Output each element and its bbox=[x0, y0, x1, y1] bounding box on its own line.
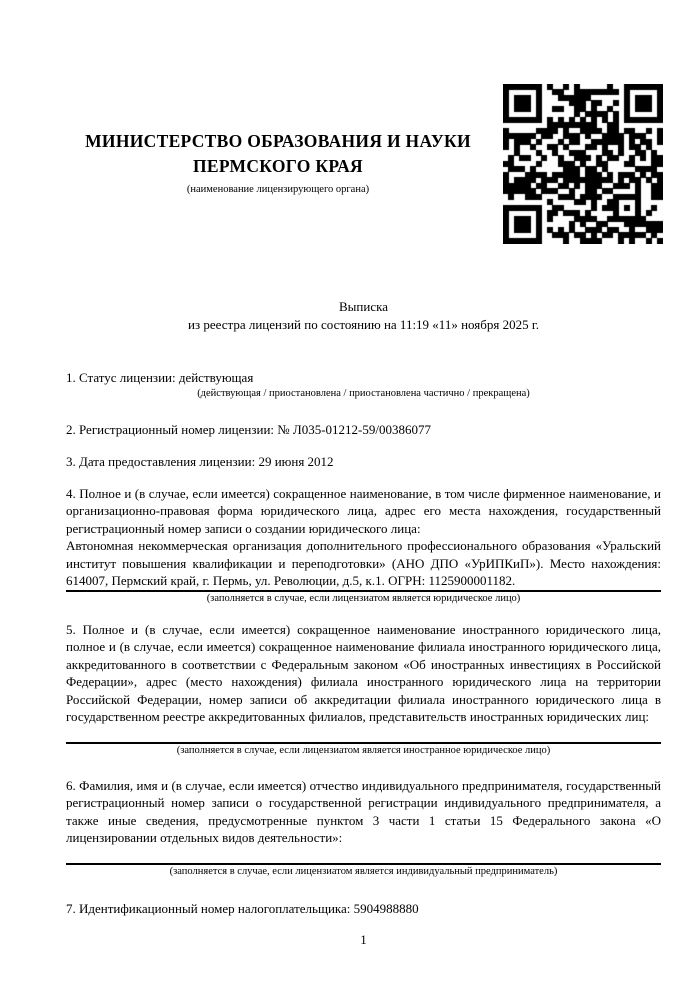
item-6-label: 6. Фамилия, имя и (в случае, если имеется) отчество индивидуального предпринимателя, государственный регистрационный номер записи о государственной регистрации индивидуального предпринимателя, а также иные сведения, предусмотренные пунктом 3 части 1 статьи 15 Федерального закона «О лицензировании отдельных видов деятельности»: bbox=[66, 777, 661, 845]
item-1-text: 1. Статус лицензии: действующая bbox=[66, 370, 254, 385]
item-2-registration-number: 2. Регистрационный номер лицензии: № Л035-01212-59/00386077 bbox=[66, 421, 432, 437]
document-title-line1: Выписка bbox=[339, 299, 388, 314]
item-3-grant-date: 3. Дата предоставления лицензии: 29 июня 2012 bbox=[66, 454, 334, 469]
document-title-line2: из реестра лицензий по состоянию на 11:19 «11» ноября 2025 г. bbox=[188, 316, 539, 332]
item-4-label: 4. Полное и (в случае, если имеется) сокращенное наименование, в том числе фирменное наименование, и организационно-правовая форма юридического лица, адрес его места нахождения, государственный регистрационный номер записи о создании юридического лица: bbox=[66, 485, 661, 536]
item-6-individual-entrepreneur bbox=[66, 777, 661, 878]
item-5-value-blank bbox=[66, 726, 661, 744]
ministry-name bbox=[66, 129, 490, 179]
item-4-legal-entity bbox=[66, 485, 661, 605]
item-4-note: (заполняется в случае, если лицензиатом является юридическое лицо) bbox=[206, 592, 521, 604]
ministry-caption: (наименование лицензирующего органа) bbox=[186, 184, 370, 195]
ministry-name-line2: ПЕРМСКОГО КРАЯ bbox=[193, 156, 363, 176]
document-title bbox=[66, 298, 661, 333]
item-6-value-blank bbox=[66, 847, 661, 865]
item-7-taxpayer-number: 7. Идентификационный номер налогоплательщика: 5904988880 bbox=[66, 900, 419, 916]
ministry-name-line1: МИНИСТЕРСТВО ОБРАЗОВАНИЯ И НАУКИ bbox=[85, 131, 471, 151]
item-1-license-status bbox=[66, 369, 661, 400]
licensing-authority-header bbox=[66, 129, 490, 196]
item-5-foreign-entity bbox=[66, 621, 661, 757]
item-5-label: 5. Полное и (в случае, если имеется) сокращенное наименование иностранного юридического лица, полное и (в случае, если имеется) сокращенное наименование филиала иностранного юридического лица, аккредитованного в соответствии с Федеральным законом «Об иностранных инвестициях в Российской Федерации», адрес (место нахождения) филиала иностранного юридического лица на территории Российской Федерации, номер записи об аккредитации филиала иностранного юридического лица в государственном реестре аккредитованных филиалов, представительств иностранных юридических лиц: bbox=[66, 621, 661, 724]
item-4-value: Автономная некоммерческая организация дополнительного профессионального образования «Уральский институт повышения квалификации и переподготовки» (АНО ДПО «УрИПКиП»). Место нахождения: 614007, Пермский край, г. Пермь, ул. Революции, д.5, к.1. ОГРН: 1125900001182. bbox=[66, 537, 661, 592]
page-number: 1 bbox=[360, 932, 367, 947]
item-5-note: (заполняется в случае, если лицензиатом является иностранное юридическое лицо) bbox=[176, 744, 551, 756]
qr-code-icon bbox=[503, 84, 663, 244]
item-6-note: (заполняется в случае, если лицензиатом является индивидуальный предприниматель) bbox=[169, 865, 558, 877]
item-1-note: (действующая / приостановлена / приостановлена частично / прекращена) bbox=[197, 387, 530, 399]
document-body bbox=[66, 298, 661, 917]
